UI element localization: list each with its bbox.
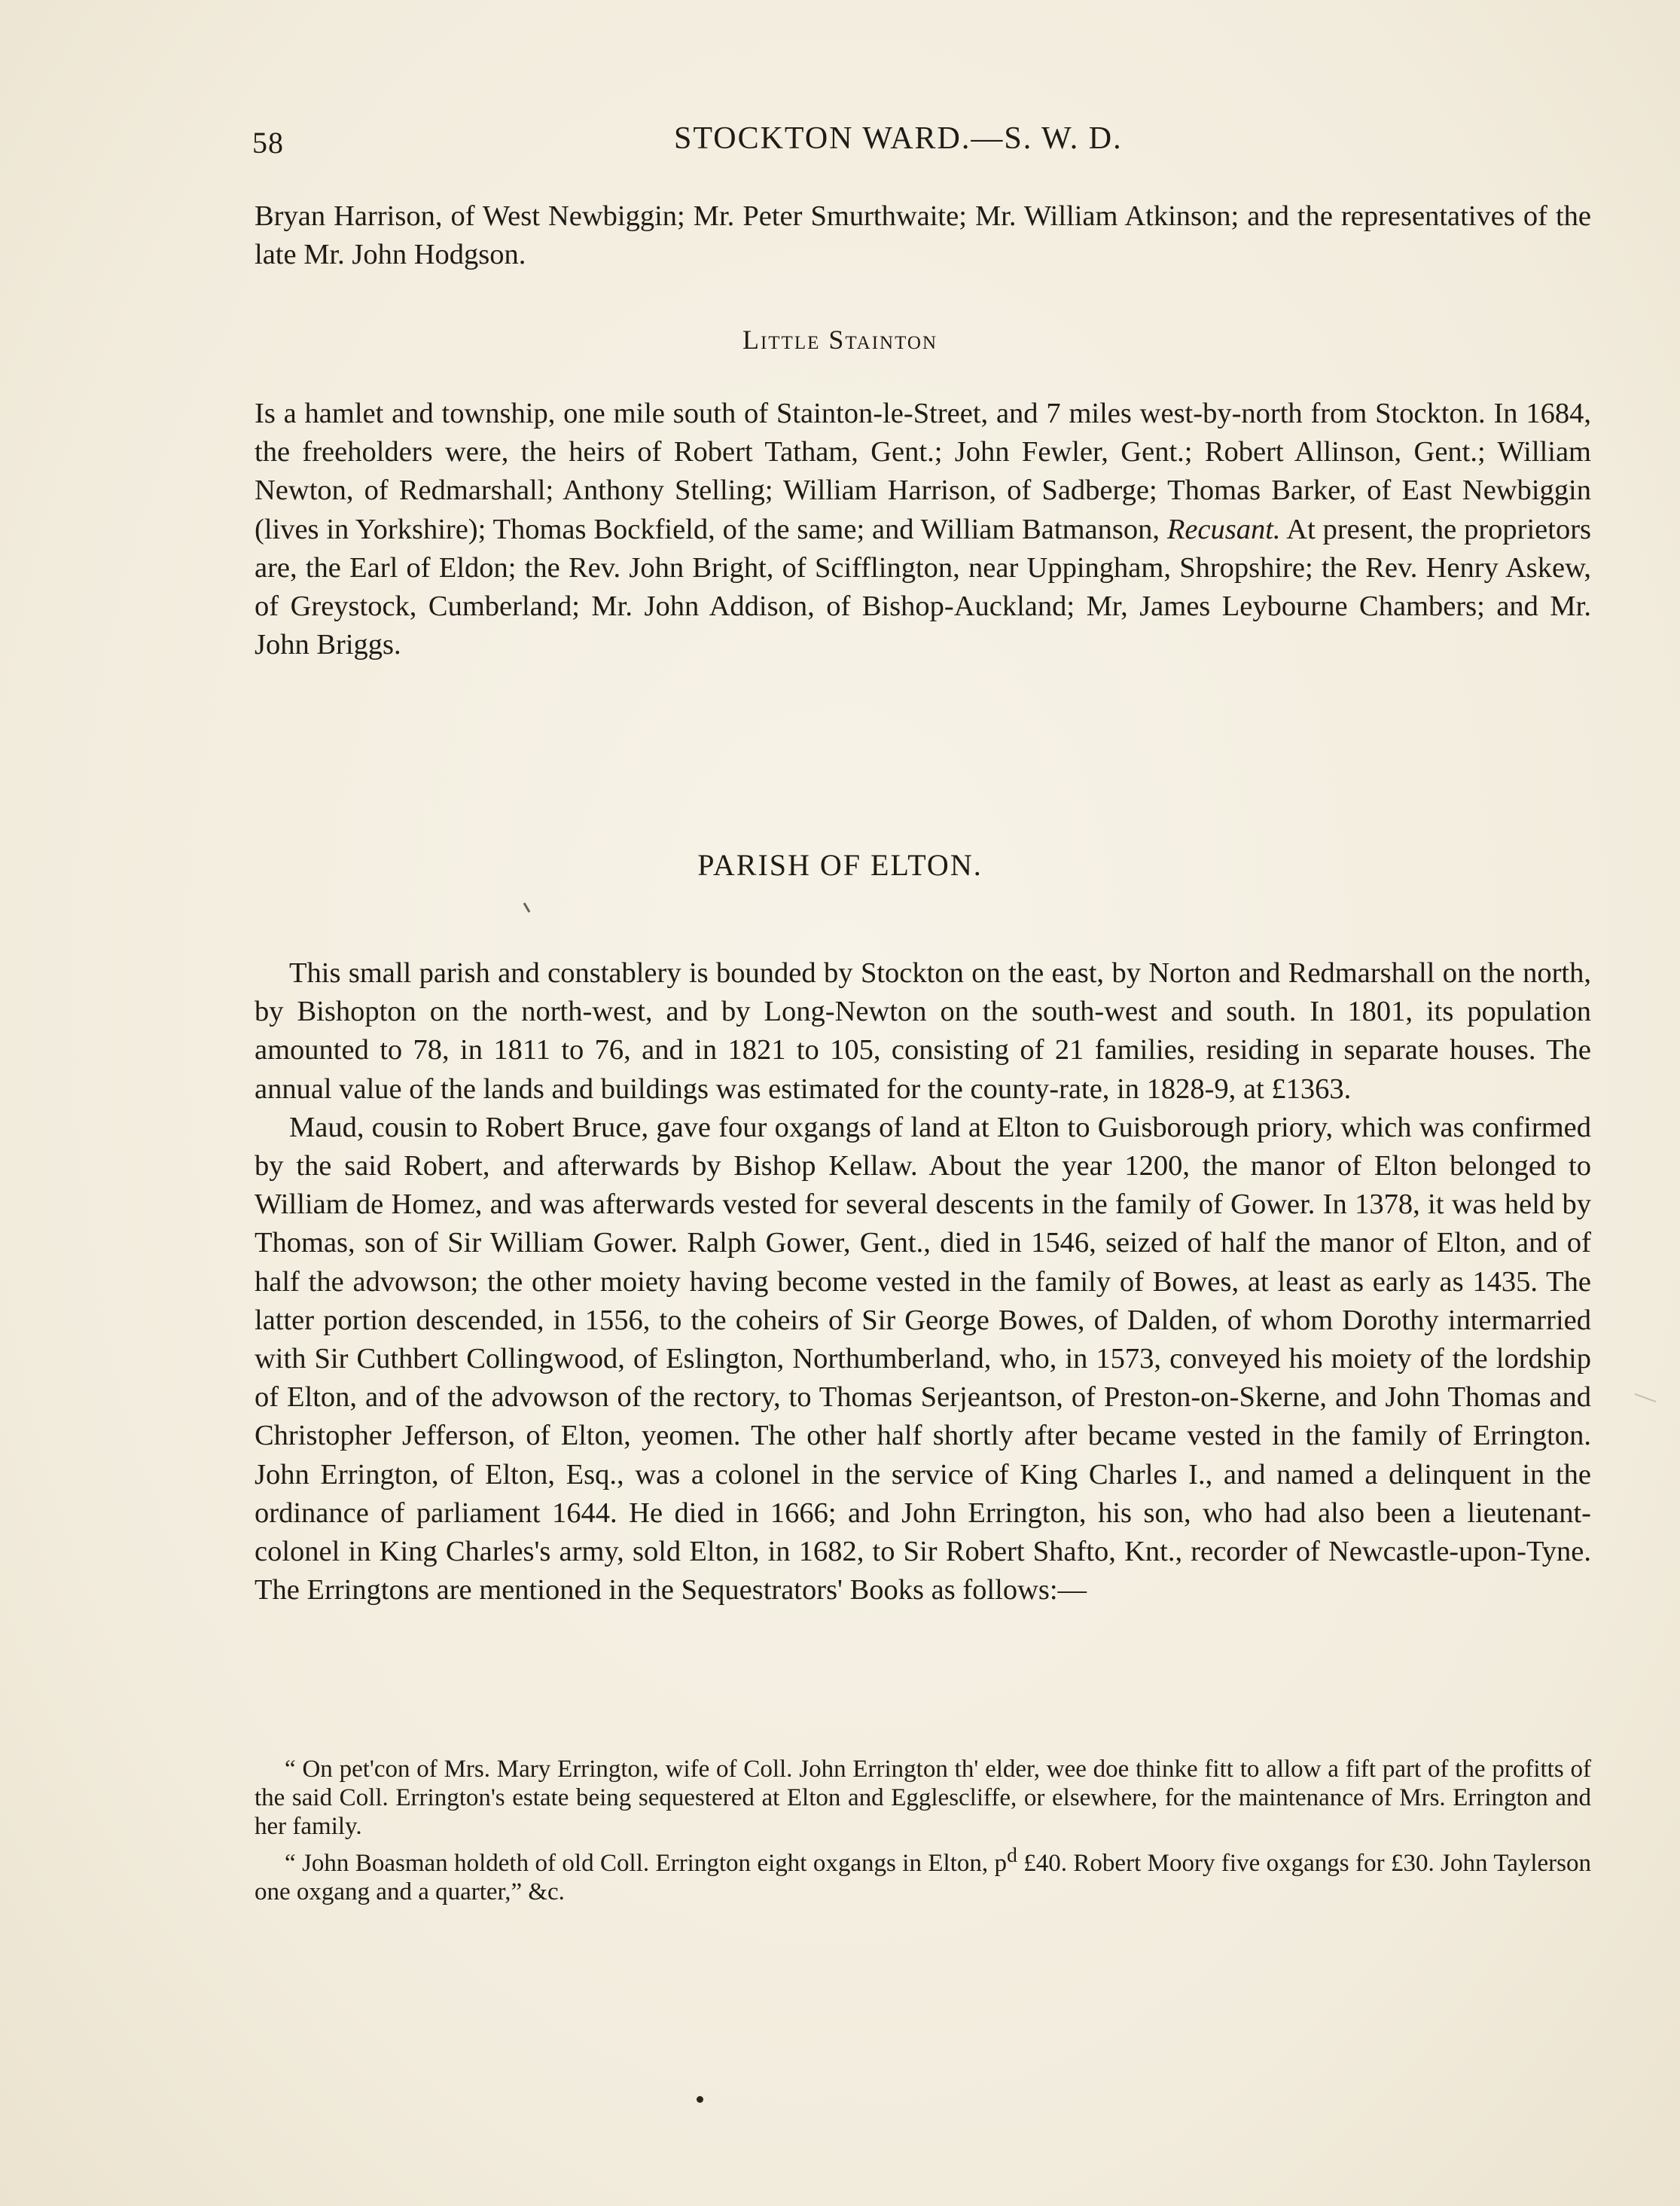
quote-2-superscript: d	[1007, 1843, 1017, 1866]
ink-dot	[697, 2096, 703, 2103]
intro-paragraph	[255, 197, 1591, 274]
sequestrators-quotes	[255, 1755, 1591, 1906]
parish-paragraph-1: This small parish and constablery is bounded by Stockton on the east, by Norton and Redmarshall on the north, by Bishopton on the north-west, and by Long-Newton on the south-west and south. In 1801, its population amounted to 78, in 1811 to 76, and in 1821 to 105, consisting of 21 families, residing in separate houses. The annual value of the lands and buildings was estimated for the county-rate, in 1828-9, at £1363.	[255, 957, 1591, 1105]
quote-2-before: “ John Boasman holdeth of old Coll. Errington eight oxgangs in Elton, p	[285, 1850, 1008, 1877]
intro-text: Bryan Harrison, of West Newbiggin; Mr. Peter Smurthwaite; Mr. William Atkinson; and the representatives of the late Mr. John Hodgson.	[255, 200, 1591, 271]
little-stainton-body	[255, 395, 1591, 664]
parish-section	[255, 954, 1591, 1609]
parish-paragraph-2: Maud, cousin to Robert Bruce, gave four oxgangs of land at Elton to Guisborough priory, which was confirmed by the said Robert, and afterwards by Bishop Kellaw. About the year 1200, the manor of Elton belonged to William de Homez, and was afterwards vested for several descents in the family of Gower. In 1378, it was held by Thomas, son of Sir William Gower. Ralph Gower, Gent., died in 1546, seized of half the manor of Elton, and of half the advowson; the other moiety having become vested in the family of Bowes, at least as early as 1435. The latter portion descended, in 1556, to the coheirs of Sir George Bowes, of Dalden, of whom Dorothy intermarried with Sir Cuthbert Collingwood, of Eslington, Northumberland, who, in 1573, conveyed his moiety of the lordship of Elton, and of the advowson of the rectory, to Thomas Serjeantson, of Preston-on-Skerne, and John Thomas and Christopher Jefferson, of Elton, yeomen. The other half shortly after became vested in the family of Errington. John Errington, of Elton, Esq., was a colonel in the service of King Charles I., and named a delinquent in the ordinance of parliament 1644. He died in 1666; and John Errington, his son, who had also been a lieutenant-colonel in King Charles's army, sold Elton, in 1682, to Sir Robert Shafto, Knt., recorder of Newcastle-upon-Tyne. The Erringtons are mentioned in the Sequestrators' Books as follows:—	[255, 1111, 1591, 1606]
paper-crease	[1635, 1393, 1657, 1402]
quote-2-after: £40. Robert Moory five oxgangs for £30. John Taylerson one oxgang and a quarter,” &c.	[255, 1850, 1591, 1905]
little-stainton-text-after: At present, the proprietors are, the Earl of Eldon; the Rev. John Bright, of Scifflington, near Uppingham, Shropshire; the Rev. Henry Askew, of Greystock, Cumberland; Mr. John Addison, of Bishop-Auckland; Mr, James Leybourne Chambers; and Mr. John Briggs.	[255, 513, 1591, 661]
little-stainton-heading: Little Stainton	[742, 325, 938, 355]
recusant-word: Recusant.	[1166, 513, 1281, 545]
page-number: 58	[252, 126, 284, 160]
running-head: STOCKTON WARD.—S. W. D.	[674, 121, 1123, 156]
little-stainton-text-before: Is a hamlet and township, one mile south of Stainton-le-Street, and 7 miles west-by-north from Stockton. In 1684, the freeholders were, the heirs of Robert Tatham, Gent.; John Fewler, Gent.; Robert Allinson, Gent.; William Newton, of Redmarshall; Anthony Stelling; William Harrison, of Sadberge; Thomas Barker, of East Newbiggin (lives in Yorkshire); Thomas Bockfield, of the same; and William Batmanson,	[255, 398, 1591, 545]
page-header	[252, 121, 1593, 166]
ink-mark	[523, 902, 531, 913]
little-stainton-paragraph	[255, 395, 1591, 664]
quote-2	[255, 1841, 1591, 1906]
parish-title: PARISH OF ELTON.	[697, 848, 983, 882]
quote-1: “ On pet'con of Mrs. Mary Errington, wife of Coll. John Errington th' elder, wee doe thinke fitt to allow a fift part of the profitts of the said Coll. Errington's estate being sequestered at Elton and Egglescliffe, or elsewhere, for the maintenance of Mrs. Errington and her family.	[255, 1756, 1591, 1840]
